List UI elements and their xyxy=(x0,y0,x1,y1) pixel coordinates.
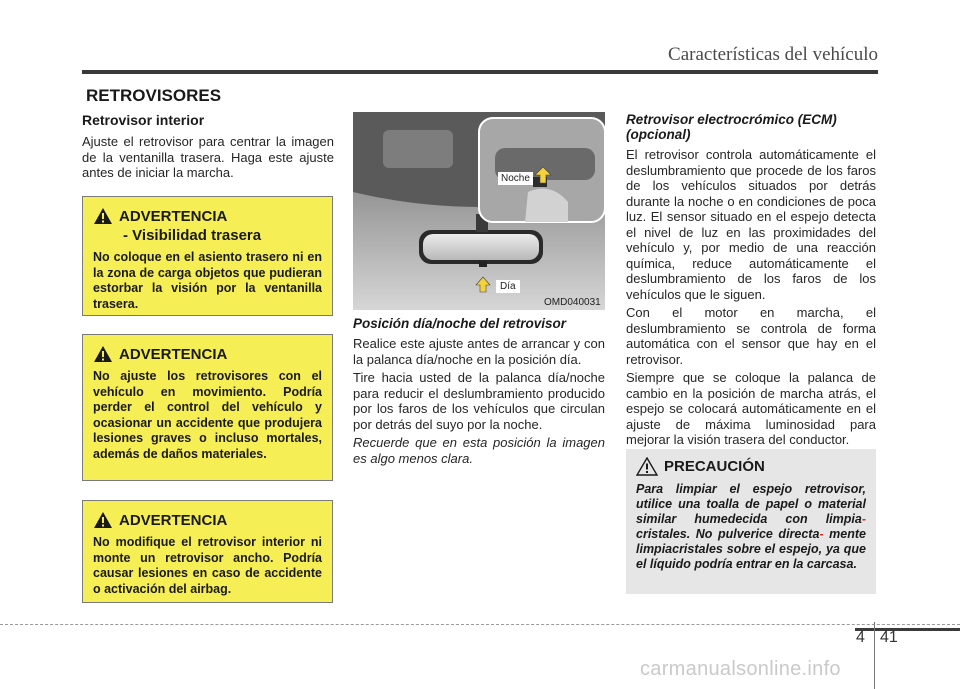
header-rule xyxy=(82,70,878,74)
interior-mirror-intro: Ajuste el retrovisor para centrar la imagen de la ventanilla trasera. Haga este ajuste antes de iniciar la marcha. xyxy=(82,134,334,180)
label-noche: Noche xyxy=(498,172,533,185)
warning-text: No coloque en el asiento trasero ni en la zona de carga objetos que pudieran estorbar la visión por la ventanilla trasera. xyxy=(93,250,322,311)
mirror-illustration xyxy=(353,112,605,310)
warning-box-modify xyxy=(82,500,333,603)
warning-icon xyxy=(93,345,113,363)
warning-heading xyxy=(93,345,322,363)
ecm-p3: Siempre que se coloque la palanca de cambio en la posición de marcha atrás, el espejo se colocará automáticamente en el ajuste de máxima luminosidad para mejorar la visión trasera del conductor. xyxy=(626,370,876,447)
warning-box-adjust xyxy=(82,334,333,481)
section-title: RETROVISORES xyxy=(86,86,222,105)
warning-box-visibility xyxy=(82,196,333,316)
warning-title: ADVERTENCIA xyxy=(119,207,228,225)
warning-icon xyxy=(93,511,113,529)
warning-text: No modifique el retrovisor interior ni monte un retrovisor ancho. Podría causar lesiones en caso de accidente o activación del airbag. xyxy=(93,535,322,596)
ecm-p2: Con el motor en marcha, el deslumbramiento se controla de forma automática con el sensor que hay en el retrovisor. xyxy=(626,305,876,367)
footer-dashed-line xyxy=(0,624,960,625)
warning-title: ADVERTENCIA xyxy=(119,345,228,363)
caution-text-1: Para limpiar el espejo retrovisor, utilice una toalla de papel o material similar humedecida con limpia xyxy=(636,482,866,526)
day-night-p3: Recuerde que en esta posición la imagen es algo menos clara. xyxy=(353,435,605,466)
watermark: carmanualsonline.info xyxy=(640,658,841,680)
column-1 xyxy=(82,112,334,181)
column-2-text xyxy=(353,316,605,466)
caution-title: PRECAUCIÓN xyxy=(664,458,765,475)
chapter-number: 4 xyxy=(856,629,865,646)
page-number-divider xyxy=(874,622,875,689)
ecm-p1: El retrovisor controla automáticamente el deslumbramiento que procede de los faros de los vehículos situados por detrás durante la noche o en condiciones de poca luz. El sensor situado en el espejo detecta el nivel de luz en las proximidades del vehículo y, por medio de una reacción química, reduce automáticamente el deslumbramiento de los faros de los vehículos que le siguen. xyxy=(626,147,876,302)
page-header-title: Características del vehículo xyxy=(668,44,878,65)
label-dia: Día xyxy=(496,280,520,293)
caution-hyphen-2: - xyxy=(819,527,824,541)
page-number: 41 xyxy=(880,629,898,646)
caution-text-3: mente limpiacristales sobre el espejo, ya que el líquido podría entrar en la carcasa. xyxy=(636,527,866,571)
caution-icon xyxy=(636,457,658,476)
warning-heading xyxy=(93,207,322,225)
caution-text xyxy=(636,482,866,572)
ecm-heading-line2: (opcional) xyxy=(626,127,691,142)
day-night-p2: Tire hacia usted de la palanca día/noche para reducir el deslumbramiento producido por los faros de los vehículos que circulan por detrás del suyo por la noche. xyxy=(353,370,605,432)
figure-code: OMD040031 xyxy=(544,297,601,308)
ecm-heading xyxy=(626,112,876,142)
caution-hyphen-1: - xyxy=(861,512,866,526)
footer-rule xyxy=(855,628,960,631)
day-night-p1: Realice este ajuste antes de arrancar y con la palanca día/noche en la posición día. xyxy=(353,336,605,367)
warning-title: ADVERTENCIA xyxy=(119,511,228,529)
mirror-figure xyxy=(353,112,605,310)
caution-heading xyxy=(636,457,866,476)
caution-text-2: cristales. No pulverice directa xyxy=(636,527,820,541)
ecm-heading-line1: Retrovisor electrocrómico (ECM) xyxy=(626,112,837,127)
interior-mirror-heading: Retrovisor interior xyxy=(82,112,205,128)
warning-subtitle: - Visibilidad trasera xyxy=(123,227,262,244)
warning-heading xyxy=(93,511,322,529)
column-3-text xyxy=(626,112,876,448)
caution-box xyxy=(626,449,876,594)
warning-icon xyxy=(93,207,113,225)
warning-text: No ajuste los retrovisores con el vehículo en movimiento. Podría perder el control del vehículo y ocasionar un accidente que produjera lesiones graves o incluso mortales, además de daños materiales. xyxy=(93,369,322,461)
day-night-heading: Posición día/noche del retrovisor xyxy=(353,316,567,331)
